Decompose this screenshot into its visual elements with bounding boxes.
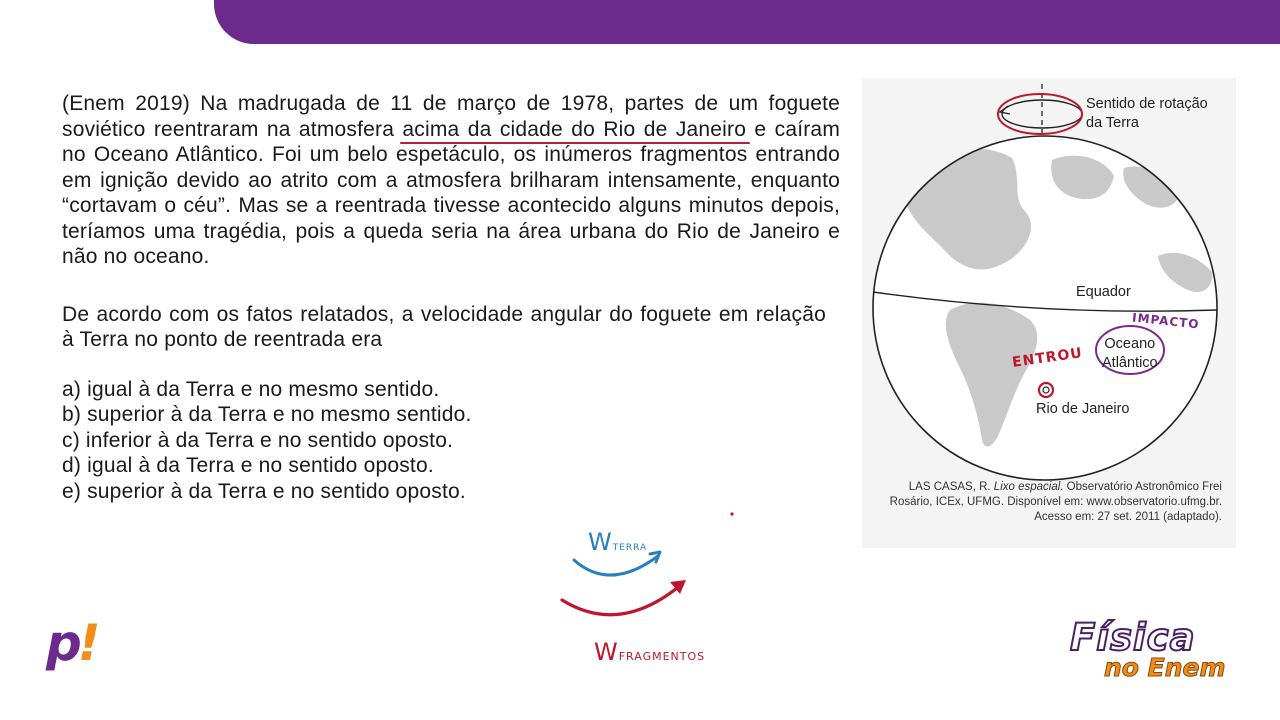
question-stem: De acordo com os fatos relatados, a velocidade angular do foguete em relação à Terra no ponto de reentrada era <box>62 302 826 351</box>
citation-details: Observatório Astronômico Frei Rosário, ICEx, UFMG. Disponível em: www.observatorio.ufmg.br. Acesso em: 27 set. 2011 (adaptado). <box>889 481 1222 523</box>
brand-title-line2: no Enem <box>1104 653 1226 682</box>
equator-label: Equador <box>1076 284 1131 300</box>
impacto-annotation: IMPACTO <box>1131 310 1201 332</box>
w-fragmentos-subscript: FRAGMENTOS <box>618 650 706 663</box>
citation-title: Lixo espacial. <box>993 481 1064 493</box>
w-terra-letter: W <box>588 528 613 556</box>
rio-label: Rio de Janeiro <box>1036 401 1130 417</box>
velocity-arrows <box>540 500 770 620</box>
rotation-label: Sentido de rotação da Terra <box>1086 96 1208 131</box>
option-e: e) superior à da Terra e no sentido oposto. <box>62 479 466 503</box>
option-d: d) igual à da Terra e no sentido oposto. <box>62 454 434 477</box>
w-terra-symbol <box>588 528 647 556</box>
brand-logo-p <box>46 616 101 670</box>
figure-citation <box>882 480 1222 525</box>
header-bar <box>214 0 1280 44</box>
citation-author: LAS CASAS, R. <box>908 481 994 493</box>
highlighted-phrase: acima da cidade do Rio de Janeiro <box>402 117 747 141</box>
logo-mark: ! <box>77 614 101 672</box>
ocean-label: Oceano Atlântico <box>1102 336 1158 371</box>
globe-drawing <box>862 78 1236 548</box>
option-a: a) igual à da Terra e no mesmo sentido. <box>62 377 440 401</box>
answer-options <box>62 377 840 505</box>
question-text-start: (Enem 2019) Na madrugada de 11 de março de 1978, partes de um foguete soviético reentraram na atmosfera <box>62 92 840 141</box>
option-c: c) inferior à da Terra e no sentido oposto. <box>62 428 454 452</box>
brand-title-line1: Física <box>1070 616 1196 659</box>
entrou-annotation: ENTROU <box>1011 345 1084 371</box>
ink-dot <box>730 512 733 515</box>
question-block <box>62 91 840 504</box>
w-fragmentos-letter: W <box>594 638 619 666</box>
w-fragmentos-symbol <box>594 638 705 666</box>
question-text-end: e caíram no Oceano Atlântico. Foi um belo espetáculo, os inúmeros fragmentos entrando em ignição devido ao atrito com a atmosfera brilharam intensamente, enquanto “cortavam o céu”. Mas se a reentrada tivesse acontecido alguns minutos depois, teríamos uma tragédia, pois a queda seria na área urbana do Rio de Janeiro e não no oceano. <box>62 117 841 268</box>
w-terra-subscript: TERRA <box>612 543 648 553</box>
earth-figure <box>862 78 1236 548</box>
w-terra-arrow <box>574 556 658 575</box>
logo-letter: p <box>46 614 82 672</box>
w-fragmentos-arrow <box>562 584 682 615</box>
fisica-no-enem-logo <box>1066 618 1236 684</box>
option-b: b) superior à da Terra e no mesmo sentido. <box>62 403 472 426</box>
question-text <box>62 91 840 270</box>
